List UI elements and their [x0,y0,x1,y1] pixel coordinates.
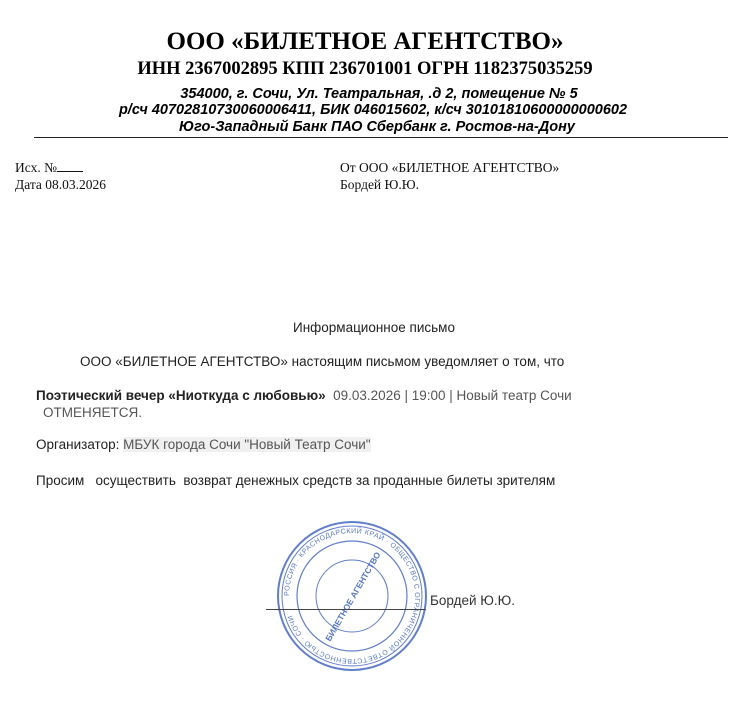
registration-numbers: ИНН 2367002895 КПП 236701001 ОГРН 1182375035259 [137,59,593,79]
bank-details: р/сч 40702810730060006411, БИК 046015602, к/сч 30101810600000000602 [118,102,628,118]
organizer-value: МБУК города Сочи "Новый Театр Сочи" [123,437,371,452]
bank-name: Юго-Западный Банк ПАО Сбербанк г. Ростов-на-Дону [179,119,575,135]
refund-request: Просим осуществить возврат денежных средств за проданные билеты зрителям [36,473,556,488]
letter-signer: Бордей Ю.Ю. [340,177,420,192]
event-line [36,388,572,403]
stamp-outer-text: РОССИЯ · КРАСНОДАРСКИЙ КРАЙ · ОБЩЕСТВО С ОГРАНИЧЕННОЙ ОТВЕТСТВЕННОСТЬЮ · СОЧИ [283,527,421,665]
event-name: Поэтический вечер «Ниоткуда с любовью» [36,388,326,403]
letter-date: Дата 08.03.2026 [15,177,107,192]
stamp-inner-text: БИЛЕТНОЕ АГЕНТСТВО [323,550,383,643]
outgoing-number-blank [57,160,83,172]
letter-from: От ООО «БИЛЕТНОЕ АГЕНТСТВО» [340,160,560,175]
company-address: 354000, г. Сочи, Ул. Театральная, .д 2, помещение № 5 [180,86,578,102]
signature-line [266,609,426,610]
header-divider [34,137,728,138]
outgoing-number-label: Исх. № [15,160,57,175]
organizer-label: Организатор: [36,437,120,452]
intro-paragraph: ООО «БИЛЕТНОЕ АГЕНТСТВО» настоящим письмом уведомляет о том, что [80,354,565,369]
company-stamp [274,518,430,674]
company-name: ООО «БИЛЕТНОЕ АГЕНТСТВО» [166,28,564,55]
event-details: 09.03.2026 | 19:00 | Новый театр Сочи [333,388,572,403]
cancel-notice: ОТМЕНЯЕТСЯ. [43,405,142,420]
outgoing-number [15,160,83,176]
organizer-line [36,437,371,452]
document-title: Информационное письмо [293,320,455,335]
signature-name: Бордей Ю.Ю. [430,593,516,608]
